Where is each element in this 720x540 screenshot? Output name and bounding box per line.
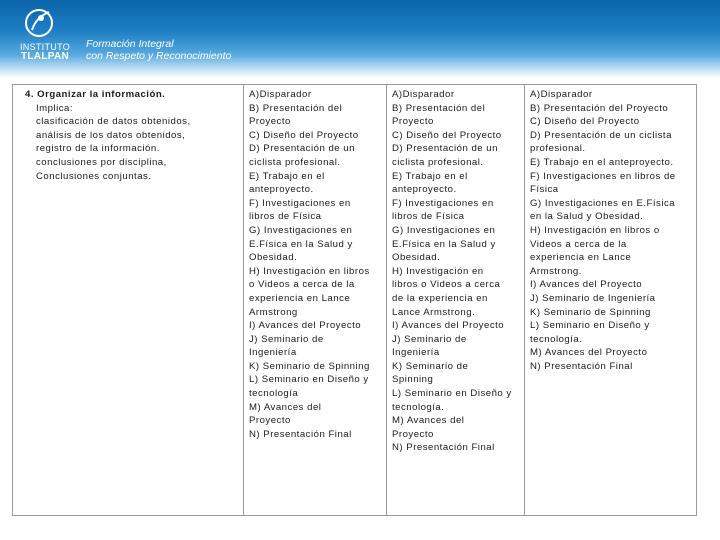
table-column-2 bbox=[243, 85, 386, 515]
section-heading: 4. Organizar la información. bbox=[25, 89, 166, 100]
text-line: N) Presentación Final bbox=[392, 442, 495, 454]
text-line: F) Investigaciones en libros de bbox=[530, 170, 676, 182]
text-line: M) Avances del bbox=[392, 415, 465, 427]
text-line: libros de Física bbox=[249, 211, 322, 223]
text-line: J) Seminario de bbox=[392, 333, 467, 345]
text-line: C) Diseño del Proyecto bbox=[392, 129, 502, 141]
text-line: Proyecto bbox=[249, 116, 291, 128]
text-line: Proyecto bbox=[392, 116, 434, 128]
tagline-line1: Formación Integral bbox=[86, 38, 174, 50]
text-line: J) Seminario de bbox=[249, 333, 324, 345]
text-line: profesional. bbox=[530, 143, 586, 155]
text-line: C) Diseño del Proyecto bbox=[249, 129, 359, 141]
text-line: de la experiencia en bbox=[392, 292, 488, 304]
header-banner bbox=[0, 0, 720, 78]
text-line: D) Presentación de un ciclista bbox=[530, 129, 672, 141]
text-line: D) Presentación de un bbox=[249, 143, 355, 155]
column-text bbox=[392, 88, 521, 455]
text-line: I) Avances del Proyecto bbox=[249, 320, 362, 332]
text-line: G) Investigaciones en bbox=[249, 224, 353, 236]
text-line: H) Investigación en libros bbox=[249, 265, 370, 277]
text-line: K) Seminario de Spinning bbox=[249, 360, 370, 372]
text-line: L) Seminario en Diseño y bbox=[530, 320, 650, 332]
text-line: Ingeniería bbox=[249, 347, 297, 359]
institute-logo-icon bbox=[22, 6, 56, 40]
table-column-4 bbox=[524, 85, 696, 515]
institute-name bbox=[16, 42, 74, 62]
text-line: ciclista profesional. bbox=[392, 156, 484, 168]
text-line: tecnología. bbox=[392, 401, 445, 413]
text-line: Spinning bbox=[392, 374, 434, 386]
text-line: E.Física en la Salud y bbox=[249, 238, 353, 250]
text-line: F) Investigaciones en bbox=[392, 197, 494, 209]
text-line: D) Presentación de un bbox=[392, 143, 498, 155]
text-line: E) Trabajo en el bbox=[392, 170, 468, 182]
text-line: A)Disparador bbox=[392, 89, 455, 100]
text-line: anteproyecto. bbox=[392, 184, 457, 196]
text-line: F) Investigaciones en bbox=[249, 197, 351, 209]
column-text bbox=[25, 88, 240, 183]
text-line: I) Avances del Proyecto bbox=[530, 279, 643, 291]
text-line: I) Avances del Proyecto bbox=[392, 320, 505, 332]
text-line: ciclista profesional. bbox=[249, 156, 341, 168]
text-line: en la Salud y Obesidad. bbox=[530, 211, 644, 223]
text-line: registro de la información. bbox=[36, 143, 160, 155]
text-line: experiencia en Lance bbox=[249, 292, 351, 304]
institute-name-line1: INSTITUTO bbox=[19, 42, 71, 52]
text-line: Obesidad. bbox=[392, 252, 441, 264]
text-line: Física bbox=[530, 184, 559, 196]
text-line: tecnología. bbox=[530, 333, 583, 345]
text-line: B) Presentación del bbox=[392, 102, 486, 114]
text-line: G) Investigaciones en E.Física bbox=[530, 197, 676, 209]
text-line: anteproyecto. bbox=[249, 184, 314, 196]
text-line: N) Presentación Final bbox=[249, 428, 352, 440]
text-line: J) Seminario de Ingeniería bbox=[530, 292, 656, 304]
text-line: N) Presentación Final bbox=[530, 360, 633, 372]
institute-name-line2: TLALPAN bbox=[20, 51, 70, 62]
text-line: libros o Videos a cerca bbox=[392, 279, 501, 291]
text-line: Implica: bbox=[36, 102, 74, 114]
text-line: Obesidad. bbox=[249, 252, 298, 264]
text-line: H) Investigación en libros o bbox=[530, 224, 660, 236]
text-line: C) Diseño del Proyecto bbox=[530, 116, 640, 128]
text-line: o Videos a cerca de la bbox=[249, 279, 355, 291]
text-line: L) Seminario en Diseño y bbox=[249, 374, 369, 386]
text-line: experiencia en Lance bbox=[530, 252, 632, 264]
text-line: B) Presentación del bbox=[249, 102, 343, 114]
text-line: E) Trabajo en el anteproyecto. bbox=[530, 156, 674, 168]
text-line: clasificación de datos obtenidos, bbox=[36, 116, 191, 128]
text-line: tecnología bbox=[249, 388, 299, 400]
text-line: G) Investigaciones en bbox=[392, 224, 496, 236]
column-text bbox=[530, 88, 693, 373]
tagline bbox=[86, 38, 231, 62]
activities-table bbox=[12, 84, 697, 516]
text-line: L) Seminario en Diseño y bbox=[392, 388, 512, 400]
text-line: análisis de los datos obtenidos, bbox=[36, 129, 186, 141]
text-line: Armstrong. bbox=[530, 265, 582, 277]
text-line: Conclusiones conjuntas. bbox=[36, 170, 152, 182]
text-line: Lance Armstrong. bbox=[392, 306, 476, 318]
text-line: M) Avances del Proyecto bbox=[530, 347, 648, 359]
text-line: Proyecto bbox=[249, 415, 291, 427]
text-line: A)Disparador bbox=[249, 89, 312, 100]
text-line: Videos a cerca de la bbox=[530, 238, 627, 250]
text-line: conclusiones por disciplina, bbox=[36, 156, 167, 168]
text-line: Proyecto bbox=[392, 428, 434, 440]
text-line: E) Trabajo en el bbox=[249, 170, 325, 182]
text-line: libros de Física bbox=[392, 211, 465, 223]
tagline-line2: con Respeto y Reconocimiento bbox=[86, 50, 232, 62]
table-column-organize bbox=[13, 85, 243, 515]
text-line: K) Seminario de bbox=[392, 360, 469, 372]
text-line: Ingeniería bbox=[392, 347, 440, 359]
text-line: Armstrong bbox=[249, 306, 298, 318]
text-line: A)Disparador bbox=[530, 89, 593, 100]
table-column-3 bbox=[386, 85, 524, 515]
text-line: K) Seminario de Spinning bbox=[530, 306, 651, 318]
text-line: H) Investigación en bbox=[392, 265, 484, 277]
column-text bbox=[249, 88, 383, 441]
text-line: M) Avances del bbox=[249, 401, 322, 413]
text-line: B) Presentación del Proyecto bbox=[530, 102, 669, 114]
text-line: E.Física en la Salud y bbox=[392, 238, 496, 250]
